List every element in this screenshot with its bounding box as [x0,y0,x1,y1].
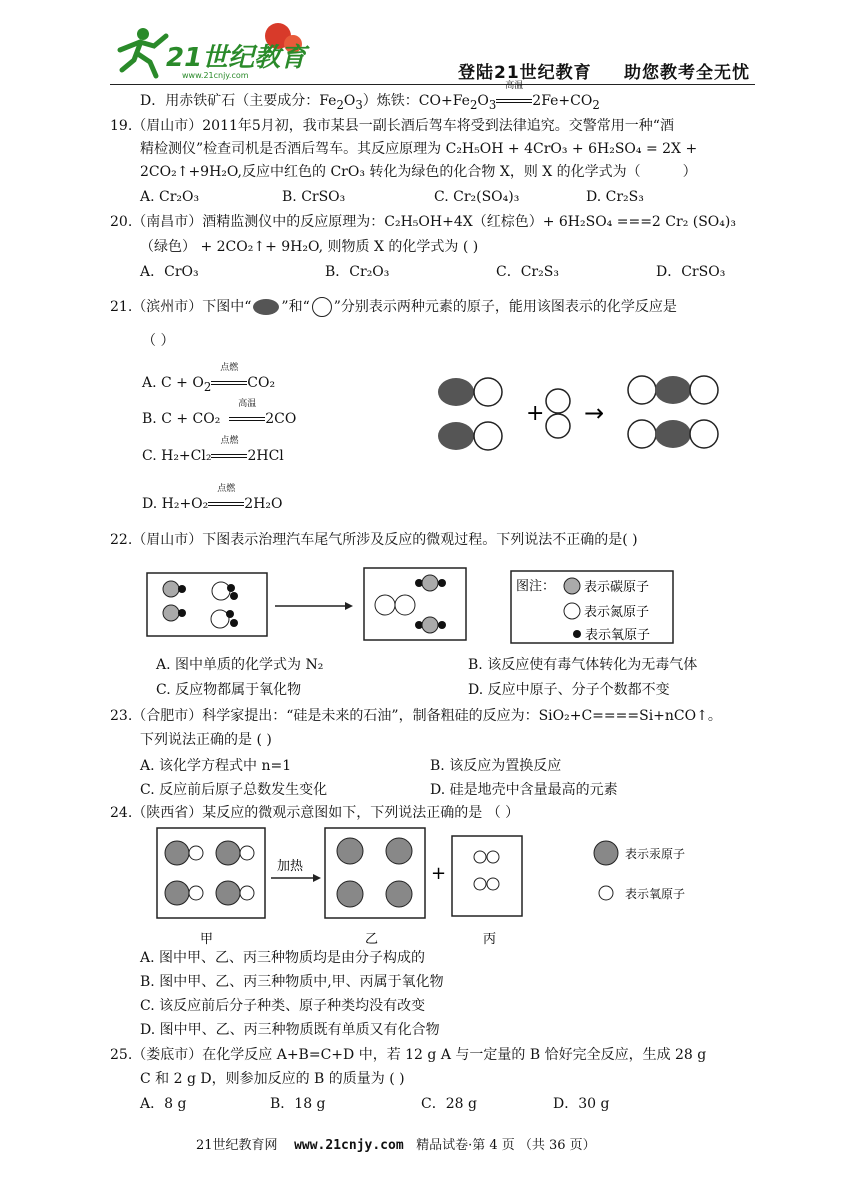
q21-line-1: 21.（滨州市）下图中“ ”和“ ”分别表示两种元素的原子，能用该图表示的化学反应是 [110,299,677,315]
q19-option-b: B. CrSO₃ [282,189,346,205]
legend-oxygen: 表示氧原子 [625,887,686,901]
q23-option-d: D. 硅是地壳中含量最高的元素 [430,782,618,798]
label-jia: 甲 [200,932,214,946]
svg-text:加热: 加热 [277,859,304,874]
q19-line-1: 19.（眉山市）2011年5月初，我市某县一副长酒后驾车将受到法律追究。交警常用一种“酒 [110,118,674,134]
q24-option-c: C. 该反应前后分子种类、原子种类均没有改变 [140,998,426,1014]
footer-page: 精品试卷·第 4 页 （共 36 页） [416,1138,596,1153]
legend-mercury: 表示汞原子 [625,847,686,861]
label-bing: 丙 [483,932,497,946]
q19-line-3: 2CO₂↑+9H₂O,反应中红色的 CrO₃ 转化为绿色的化合物 X，则 X 的化学式为（ ） [140,164,697,180]
dark-atom-icon [253,299,279,315]
q23-line-2: 下列说法正确的是 ( ) [140,732,272,748]
q19-option-a: A. Cr₂O₃ [140,189,200,205]
slogan-left: 登陆21世纪教育 [458,63,592,83]
q25-line-1: 25.（娄底市）在化学反应 A+B=C+D 中，若 12 g A 与一定量的 B 恰好完全反应，生成 28 g [110,1047,707,1063]
footer [196,1136,596,1156]
q23-option-b: B. 该反应为置换反应 [430,758,562,774]
q25-line-2: C 和 2 g D，则参加反应的 B 的质量为 ( ) [140,1071,405,1087]
legend-carbon: 表示碳原子 [584,580,650,595]
q20-option-b: B．Cr₂O₃ [325,264,390,280]
label-yi: 乙 [365,932,379,946]
white-atom-icon [312,297,332,317]
slogan-right: 助您教考全无忧 [624,63,750,83]
q22-option-c: C. 反应物都属于氧化物 [156,682,302,698]
product-molecules [628,376,718,448]
q23-option-c: C. 反应前后原子总数发生变化 [140,782,328,798]
plus-sign: + [526,401,545,426]
logo-url: www.21cnjy.com [182,71,249,80]
q23-line-1: 23.（合肥市）科学家提出：“硅是未来的石油”，制备粗硅的反应为：SiO₂+C====Si+nCO↑。 [110,708,722,724]
q23-option-a: A. 该化学方程式中 n=1 [140,758,292,774]
q22-option-b: B. 该反应使有毒气体转化为无毒气体 [468,657,698,673]
q20-option-a: A．CrO₃ [140,264,199,280]
q20-line-2: （绿色） + 2CO₂↑+ 9H₂O, 则物质 X 的化学式为 ( ) [140,239,479,255]
q21-line-2: （ ） [142,333,175,349]
header-rule [110,84,755,85]
q18-option-d: D．用赤铁矿石（主要成分：$Fe_2O_3$）炼铁：$CO+Fe_2O_3$ 高温 $2Fe+CO_2$ [140,81,600,112]
q25-option-b: B．18 g [270,1096,326,1112]
q25-option-d: D．30 g [553,1096,610,1112]
footer-url: www.21cnjy.com [294,1138,404,1153]
q21-option-c: C. H₂+Cl₂ 点燃 2HCl [142,436,284,464]
legend-oxygen: 表示氧原子 [585,628,651,643]
q20-option-c: C．Cr₂S₃ [496,264,559,280]
q21-reaction-diagram [436,368,726,468]
q20-option-d: D．CrSO₃ [656,264,726,280]
q24-option-a: A. 图中甲、乙、丙三种物质均是由分子构成的 [140,950,426,966]
q22-option-d: D. 反应中原子、分子个数都不变 [468,682,670,698]
q19-line-2: 精检测仪”检查司机是否酒后驾车。其反应原理为 C₂H₅OH + 4CrO₃ + 6H₂SO₄ = 2X + [140,141,698,157]
q21-option-a: A. $C + O_2$ 点燃 CO₂ [142,363,276,394]
logo-text: 21世纪教育 [166,43,307,73]
q21-option-d: D. H₂+O₂ 点燃 2H₂O [142,484,283,512]
arrow: → [584,399,605,427]
q20-line-1: 20.（南昌市）酒精监测仪中的反应原理为：C₂H₅OH+4X（红棕色）+ 6H₂SO₄ ===2 Cr₂ (SO₄)₃ [110,214,736,230]
q22-line-1: 22.（眉山市）下图表示治理汽车尾气所涉及反应的微观过程。下列说法不正确的是( ) [110,532,638,548]
q19-option-d: D. Cr₂S₃ [586,189,644,205]
q24-reaction-diagram [155,826,715,946]
q25-option-c: C．28 g [421,1096,477,1112]
q24-option-d: D. 图中甲、乙、丙三种物质既有单质又有化合物 [140,1022,440,1038]
footer-site: 21世纪教育网 [196,1138,278,1153]
q25-option-a: A．8 g [140,1096,187,1112]
q24-line-1: 24.（陕西省）某反应的微观示意图如下，下列说法正确的是 （ ） [110,805,520,821]
reactant-molecules [438,378,502,450]
q24-option-b: B. 图中甲、乙、丙三种物质中,甲、丙属于氧化物 [140,974,444,990]
q22-option-a: A. 图中单质的化学式为 N₂ [156,657,324,673]
q19-option-c: C. Cr₂(SO₄)₃ [434,189,520,205]
q21-option-b: B. C + CO₂ 高温 2CO [142,399,297,427]
legend-nitrogen: 表示氮原子 [584,605,650,620]
plus-sign: + [431,863,447,884]
legend-title: 图注： [516,579,556,594]
logo [110,20,310,82]
q22-reaction-diagram [145,566,685,648]
